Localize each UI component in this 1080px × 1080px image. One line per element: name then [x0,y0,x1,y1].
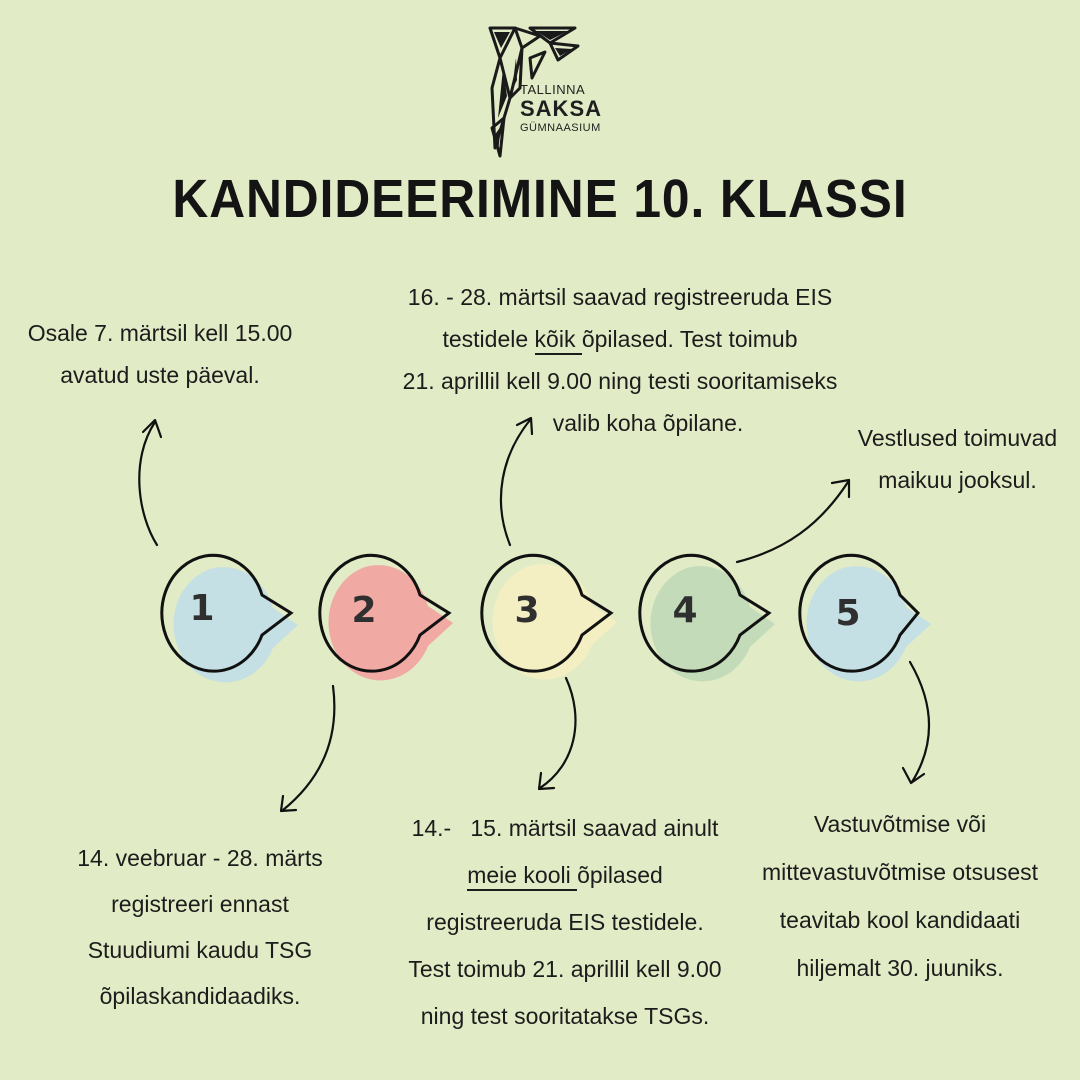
step-5-note-line3: teavitab kool kandidaati [779,907,1021,933]
page-title: KANDIDEERIMINE 10. KLASSI [172,169,908,229]
step-2-note-line3: Stuudiumi kaudu TSG [87,937,313,963]
step-3-lower-note-line1: 14.- 15. märtsil saavad ainult [411,815,719,841]
arrow-step-3-lower [540,678,575,788]
step-4-number: 4 [672,590,698,631]
step-4-note-line1: Vestlused toimuvad [857,425,1058,451]
step-4-note [850,417,1065,501]
step-3-note [380,276,860,444]
step-1-note [20,312,300,396]
arrow-step-5 [910,662,929,782]
step-5-note-line4: hiljemalt 30. juuniks. [796,955,1004,981]
underlined-word-koik: kõik [535,326,582,355]
arrow-step-1 [139,422,157,545]
step-1-note-line1: Osale 7. märtsil kell 15.00 [27,320,293,346]
step-2-note-line4: õpilaskandidaadiks. [99,983,301,1009]
step-5-note-line1: Vastuvõtmise või [813,811,987,837]
school-name-line1: TALLINNA [520,82,586,97]
school-name-line3: GÜMNAASIUM [520,122,601,134]
step-3-note-line2: testidele kõik õpilased. Test toimub [380,318,860,360]
step-3-note-line1: 16. - 28. märtsil saavad registreeruda EIS [407,284,833,310]
step-3-note-line3: 21. aprillil kell 9.00 ning testi sooritamiseks [402,368,838,394]
step-3-lower-note [400,805,730,1040]
step-3-note-line4: valib koha õpilane. [552,410,744,436]
step-2-note [60,835,340,1019]
underlined-phrase-meie-kooli: meie kooli [467,862,577,891]
step-1-number: 1 [189,588,215,629]
step-3-lower-note-line3: registreeruda EIS testidele. [426,909,704,935]
step-2-note-line1: 14. veebruar - 28. märts [77,845,323,871]
arrow-step-2 [283,686,334,810]
step-1-note-line2: avatud uste päeval. [60,362,260,388]
step-2-number: 2 [351,590,377,631]
step-4-note-line2: maikuu jooksul. [878,467,1037,493]
step-5-note-line2: mittevastuvõtmise otsusest [761,859,1039,885]
step-3-lower-note-line5: ning test sooritatakse TSGs. [420,1003,710,1029]
step-5-note [755,800,1045,992]
step-2-note-line2: registreeri ennast [111,891,289,917]
arrow-step-4 [737,482,848,562]
step-3-number: 3 [514,590,540,631]
step-3-lower-note-line2: meie kooli õpilased [400,852,730,899]
step-5-number: 5 [835,593,861,634]
school-name-line2: SAKSA [520,96,603,121]
step-3-lower-note-line4: Test toimub 21. aprillil kell 9.00 [408,956,722,982]
